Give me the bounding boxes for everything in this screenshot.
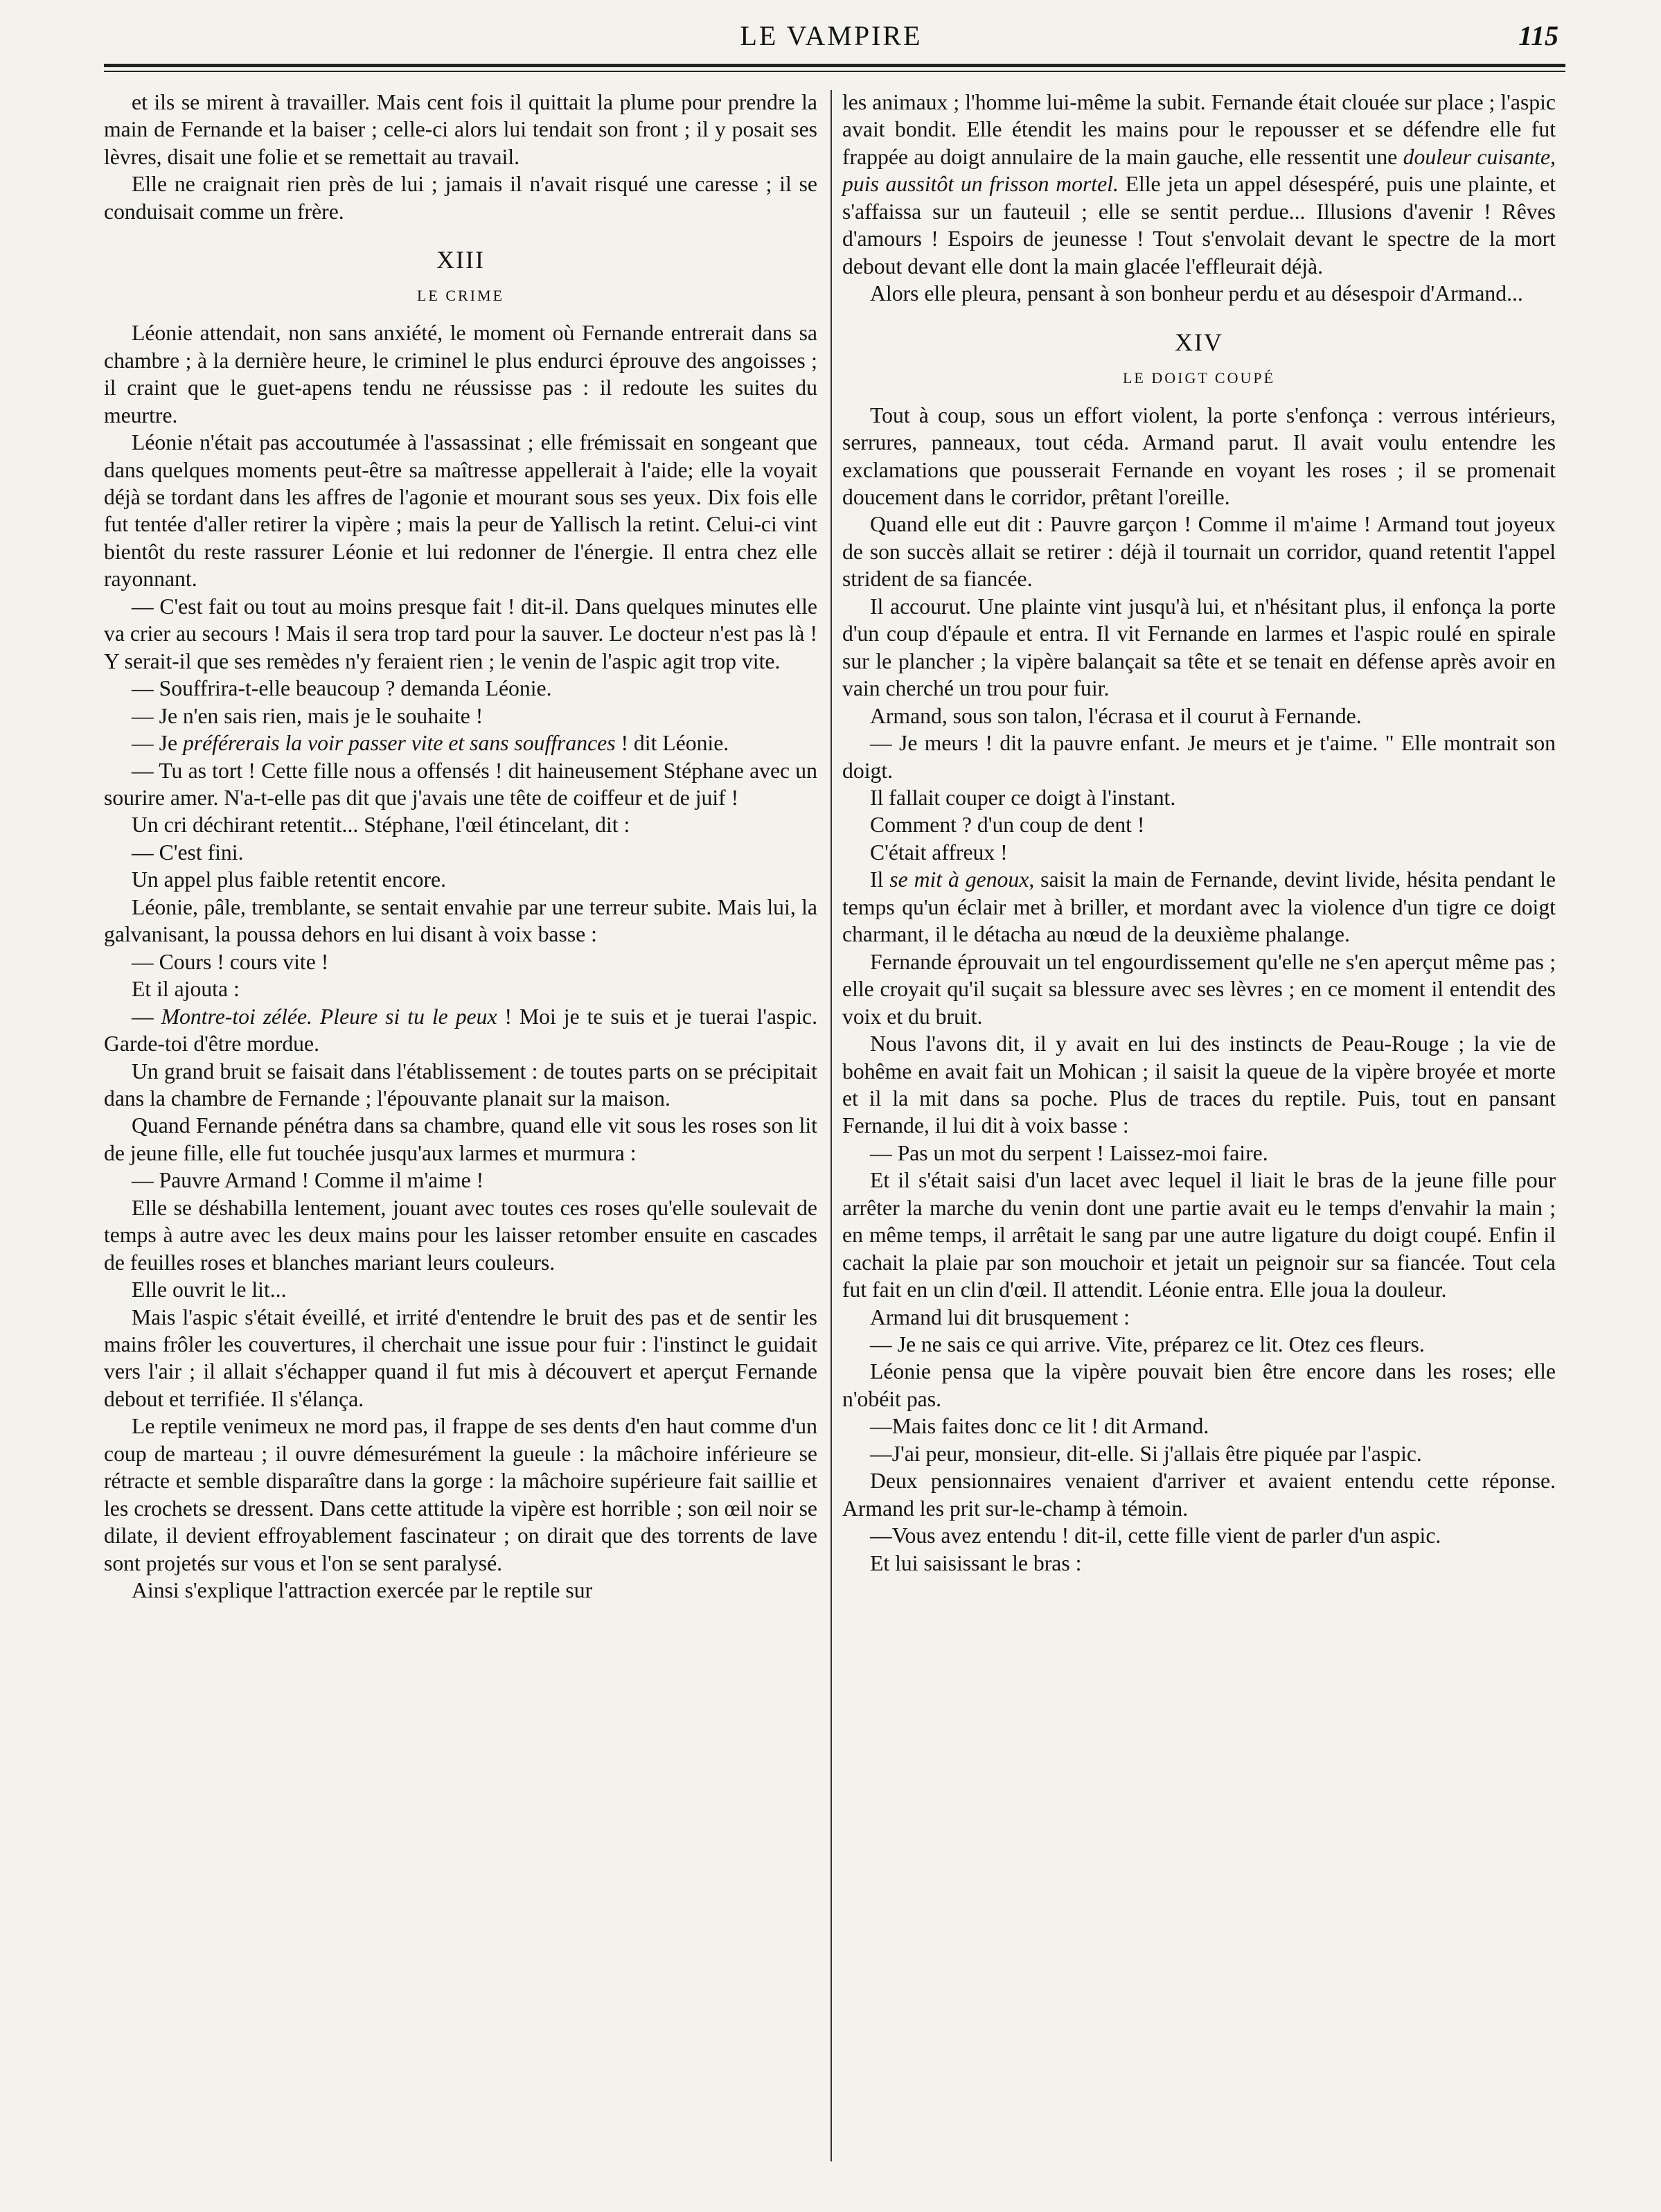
paragraph: et ils se mirent à travailler. Mais cent fois il quittait la plume pour prendre la main de Fernande et la baiser ; celle-ci alors lui tendait son front ; il y posait ses lèvres, disait une folie et se remettait au travail. [104, 90, 817, 169]
paragraph: Ainsi s'explique l'attraction exercée par le reptile sur [132, 1578, 593, 1603]
paragraph: Fernande éprouvait un tel engourdissement qu'elle ne s'en aperçut même pas ; elle croyait qu'il suçait sa blessure avec ses lèvres ; en ce moment il entendit des voix et du bruit. [842, 949, 1556, 1029]
paragraph: Il fallait couper ce doigt à l'instant. [870, 785, 1176, 810]
dialogue-line: — Cours ! cours vite ! [132, 949, 329, 974]
paragraph: Léonie n'était pas accoutumée à l'assassinat ; elle frémissait en songeant que dans quelques moments peut-être sa maîtresse appellerait à l'aide; elle la voyait déjà se tordant dans les affres de l'agonie et mourant sous ses yeux. Dix fois elle fut tentée d'aller retirer la vipère ; mais la peur de Yallisch la retint. Celui-ci vint bientôt du reste rassurer Léonie et lui redonner de l'énergie. Il entra chez elle rayonnant. [104, 430, 817, 592]
header-rule-thin [104, 71, 1565, 72]
header-rule-thick [104, 64, 1565, 67]
dialogue-line: — Souffrira-t-elle beaucoup ? demanda Léonie. [132, 676, 552, 701]
text-run: Il [870, 867, 890, 892]
paragraph: Un grand bruit se faisait dans l'établissement : de toutes parts on se précipitait dans la chambre de Fernande ; l'épouvante planait sur la maison. [104, 1059, 817, 1111]
paragraph: Elle ouvrit le lit... [132, 1277, 287, 1302]
chapter-number: XIII [436, 246, 485, 274]
dialogue-line: — Tu as tort ! Cette fille nous a offensés ! dit haineusement Stéphane avec un sourire amer. N'a-t-elle pas dit que j'avais une tête de coiffeur et de juif ! [104, 758, 817, 810]
italic-text: Montre-toi zélée. Pleure si tu le peux [161, 1004, 497, 1029]
paragraph: Léonie pensa que la vipère pouvait bien être encore dans les roses; elle n'obéit pas. [842, 1359, 1556, 1411]
text-run: les animaux ; l'homme lui-même la subit. Fernande était clouée sur place ; l'aspic avait bondit. Elle étendit les mains pour le repousser et se défendre elle fut frappée au doigt annulaire de la main gauche, elle ressentit une [842, 90, 1556, 169]
paragraph: Et lui saisissant le bras : [870, 1550, 1082, 1575]
paragraph: Léonie attendait, non sans anxiété, le moment où Fernande entrerait dans sa chambre ; à la dernière heure, le criminel le plus endurci éprouve des angoisses ; il craint que le guet-apens tendu ne réussisse pas : il redoute les suites du meurtre. [104, 321, 817, 427]
paragraph: Nous l'avons dit, il y avait en lui des instincts de Peau-Rouge ; la vie de bohême en avait fait un Mohican ; il saisit la queue de la vipère broyée et morte et il la mit dans sa poche. Plus de traces du reptile. Puis, tout en pansant Fernande, il lui dit à voix basse : [842, 1032, 1556, 1138]
chapter-title: LE DOIGT COUPÉ [1122, 369, 1276, 387]
paragraph: Le reptile venimeux ne mord pas, il frappe de ses dents d'en haut comme d'un coup de marteau ; il ouvre démesurément la gueule : la mâchoire inférieure se rétracte et semble disparaître dans la gorge : la mâchoire supérieure fait saillie et les crochets se dressent. Dans cette attitude la vipère est horrible ; son œil noir se dilate, il devient effroyablement fascinateur ; on dirait que des torrents de lave sont projetés sur vous et l'on se sent paralysé. [104, 1414, 817, 1575]
paragraph: Et il ajouta : [132, 977, 240, 1002]
page-header [104, 19, 1558, 61]
italic-text: préférerais la voir passer vite et sans souffrances [182, 731, 616, 756]
text-run: Elle jeta un appel désespéré, puis une plainte, et s'affaissa sur un fauteuil ; elle se sentit perdue... Illusions d'avenir ! Rêves d'amours ! Espoirs de jeunesse ! Tout s'envolait devant le spectre de la mort debout devant elle dont la main glacée l'effleurait déjà. [842, 172, 1556, 278]
text-run: ! dit Léonie. [615, 731, 729, 756]
paragraph: Armand lui dit brusquement : [870, 1304, 1130, 1329]
right-column [842, 89, 1556, 1577]
dialogue-line: — Je ne sais ce qui arrive. Vite, préparez ce lit. Otez ces fleurs. [870, 1332, 1425, 1357]
column-divider [830, 90, 832, 2161]
dialogue-line: — Pas un mot du serpent ! Laissez-moi faire. [870, 1140, 1268, 1165]
paragraph: Léonie, pâle, tremblante, se sentait envahie par une terreur subite. Mais lui, la galvanisant, la poussa dehors en lui disant à voix basse : [104, 894, 817, 947]
paragraph: Quand elle eut dit : Pauvre garçon ! Comme il m'aime ! Armand tout joyeux de son succès allait se retirer : déjà il tournait un corridor, quand retentit l'appel strident de sa fiancée. [842, 512, 1556, 592]
dialogue-line: — Pauvre Armand ! Comme il m'aime ! [132, 1168, 484, 1193]
text-run: — Je [132, 731, 183, 756]
paragraph: Un cri déchirant retentit... Stéphane, l'œil étincelant, dit : [132, 813, 630, 838]
paragraph: Un appel plus faible retentit encore. [132, 867, 447, 892]
italic-text: se mit à genoux [889, 867, 1029, 892]
page-number: 115 [1518, 20, 1558, 51]
dialogue-line [104, 1003, 817, 1058]
dialogue-line: — Je n'en sais rien, mais je le souhaite ! [132, 703, 483, 728]
paragraph: Armand, sous son talon, l'écrasa et il courut à Fernande. [870, 703, 1362, 728]
paragraph: Elle se déshabilla lentement, jouant avec toutes ces roses qu'elle soulevait de temps à autre avec les deux mains pour les laisser retomber ensuite en cascades de feuilles roses et blanches mariant leurs couleurs. [104, 1195, 817, 1275]
dialogue-line: — Je meurs ! dit la pauvre enfant. Je meurs et je t'aime. " Elle montrait son doigt. [842, 731, 1556, 783]
paragraph: Et il s'était saisi d'un lacet avec lequel il liait le bras de la jeune fille pour arrêter la marche du venin dont une partie avait eu le temps d'envahir la main ; en même temps, il arrêtait le sang par une autre ligature du doigt coupé. Enfin il cachait la plaie par son mouchoir et jetait un peignoir sur sa fiancée. Tout cela fut fait en un clin d'œil. Il attendit. Léonie entra. Elle joua la douleur. [842, 1168, 1556, 1302]
dialogue-line: —Mais faites donc ce lit ! dit Armand. [870, 1414, 1209, 1439]
paragraph: Quand Fernande pénétra dans sa chambre, quand elle vit sous les roses son lit de jeune fille, elle fut touchée jusqu'aux larmes et murmura : [104, 1113, 817, 1165]
paragraph: Mais l'aspic s'était éveillé, et irrité d'entendre le bruit des pas et de sentir les mains frôler les couvertures, il cherchait une issue pour fuir : l'instinct le guidait vers l'air ; il allait s'échapper quand il fut mis à découvert et aperçut Fernande debout et terrifiée. Il s'élança. [104, 1304, 817, 1411]
chapter-title: LE CRIME [416, 287, 505, 305]
dialogue-line: —Vous avez entendu ! dit-il, cette fille vient de parler d'un aspic. [870, 1523, 1441, 1548]
paragraph [842, 866, 1556, 948]
text-run: ! Moi je te suis et je tuerai l'aspic. Garde-toi d'être mordue. [104, 1004, 817, 1056]
paragraph: Tout à coup, sous un effort violent, la porte s'enfonça : verrous intérieurs, serrures, panneaux, tout céda. Armand parut. Il avait voulu entendre les exclamations que pousserait Fernande en voyant les roses ; il se promenait doucement dans le corridor, prêtant l'oreille. [842, 402, 1556, 509]
italic-text: douleur cuisante, puis aussitôt un frisson mortel. [842, 144, 1556, 197]
dialogue-line: —J'ai peur, monsieur, dit-elle. Si j'allais être piquée par l'aspic. [870, 1441, 1422, 1466]
dialogue-line: — C'est fait ou tout au moins presque fait ! dit-il. Dans quelques minutes elle va crier au secours ! Mais il sera trop tard pour la sauver. Le docteur n'est pas là ! Y serait-il que ses remèdes n'y feraient rien ; le venin de l'aspic agit trop vite. [104, 594, 817, 673]
paragraph: Comment ? d'un coup de dent ! [870, 813, 1145, 838]
paragraph: C'était affreux ! [870, 840, 1008, 865]
chapter-number: XIV [1175, 328, 1223, 356]
paragraph: Alors elle pleura, pensant à son bonheur perdu et au désespoir d'Armand... [870, 281, 1523, 306]
paragraph [842, 89, 1556, 280]
text-run: , saisit la main de Fernande, devint livide, hésita pendant le temps qu'un éclair met à briller, et mordant avec la violence d'un tigre ce doigt charmant, il le détacha au nœud de la deuxième phalange. [842, 867, 1556, 947]
paragraph: Deux pensionnaires venaient d'arriver et avaient entendu cette réponse. Armand les prit sur-le-champ à témoin. [842, 1469, 1556, 1521]
dialogue-line [104, 729, 817, 756]
text-run: — [132, 1004, 161, 1029]
paragraph: Elle ne craignait rien près de lui ; jamais il n'avait risqué une caresse ; il se conduisait comme un frère. [104, 172, 817, 224]
running-title: LE VAMPIRE [740, 20, 923, 51]
paragraph: Il accourut. Une plainte vint jusqu'à lui, et n'hésitant plus, il enfonça la porte d'un coup d'épaule et entra. Il vit Fernande en larmes et l'aspic roulé en spirale sur le plancher ; la vipère balançait sa tête et se tenait en défense après avoir en vain cherché un trou pour fuir. [842, 594, 1556, 701]
left-column [104, 89, 817, 1604]
dialogue-line: — C'est fini. [132, 840, 244, 865]
